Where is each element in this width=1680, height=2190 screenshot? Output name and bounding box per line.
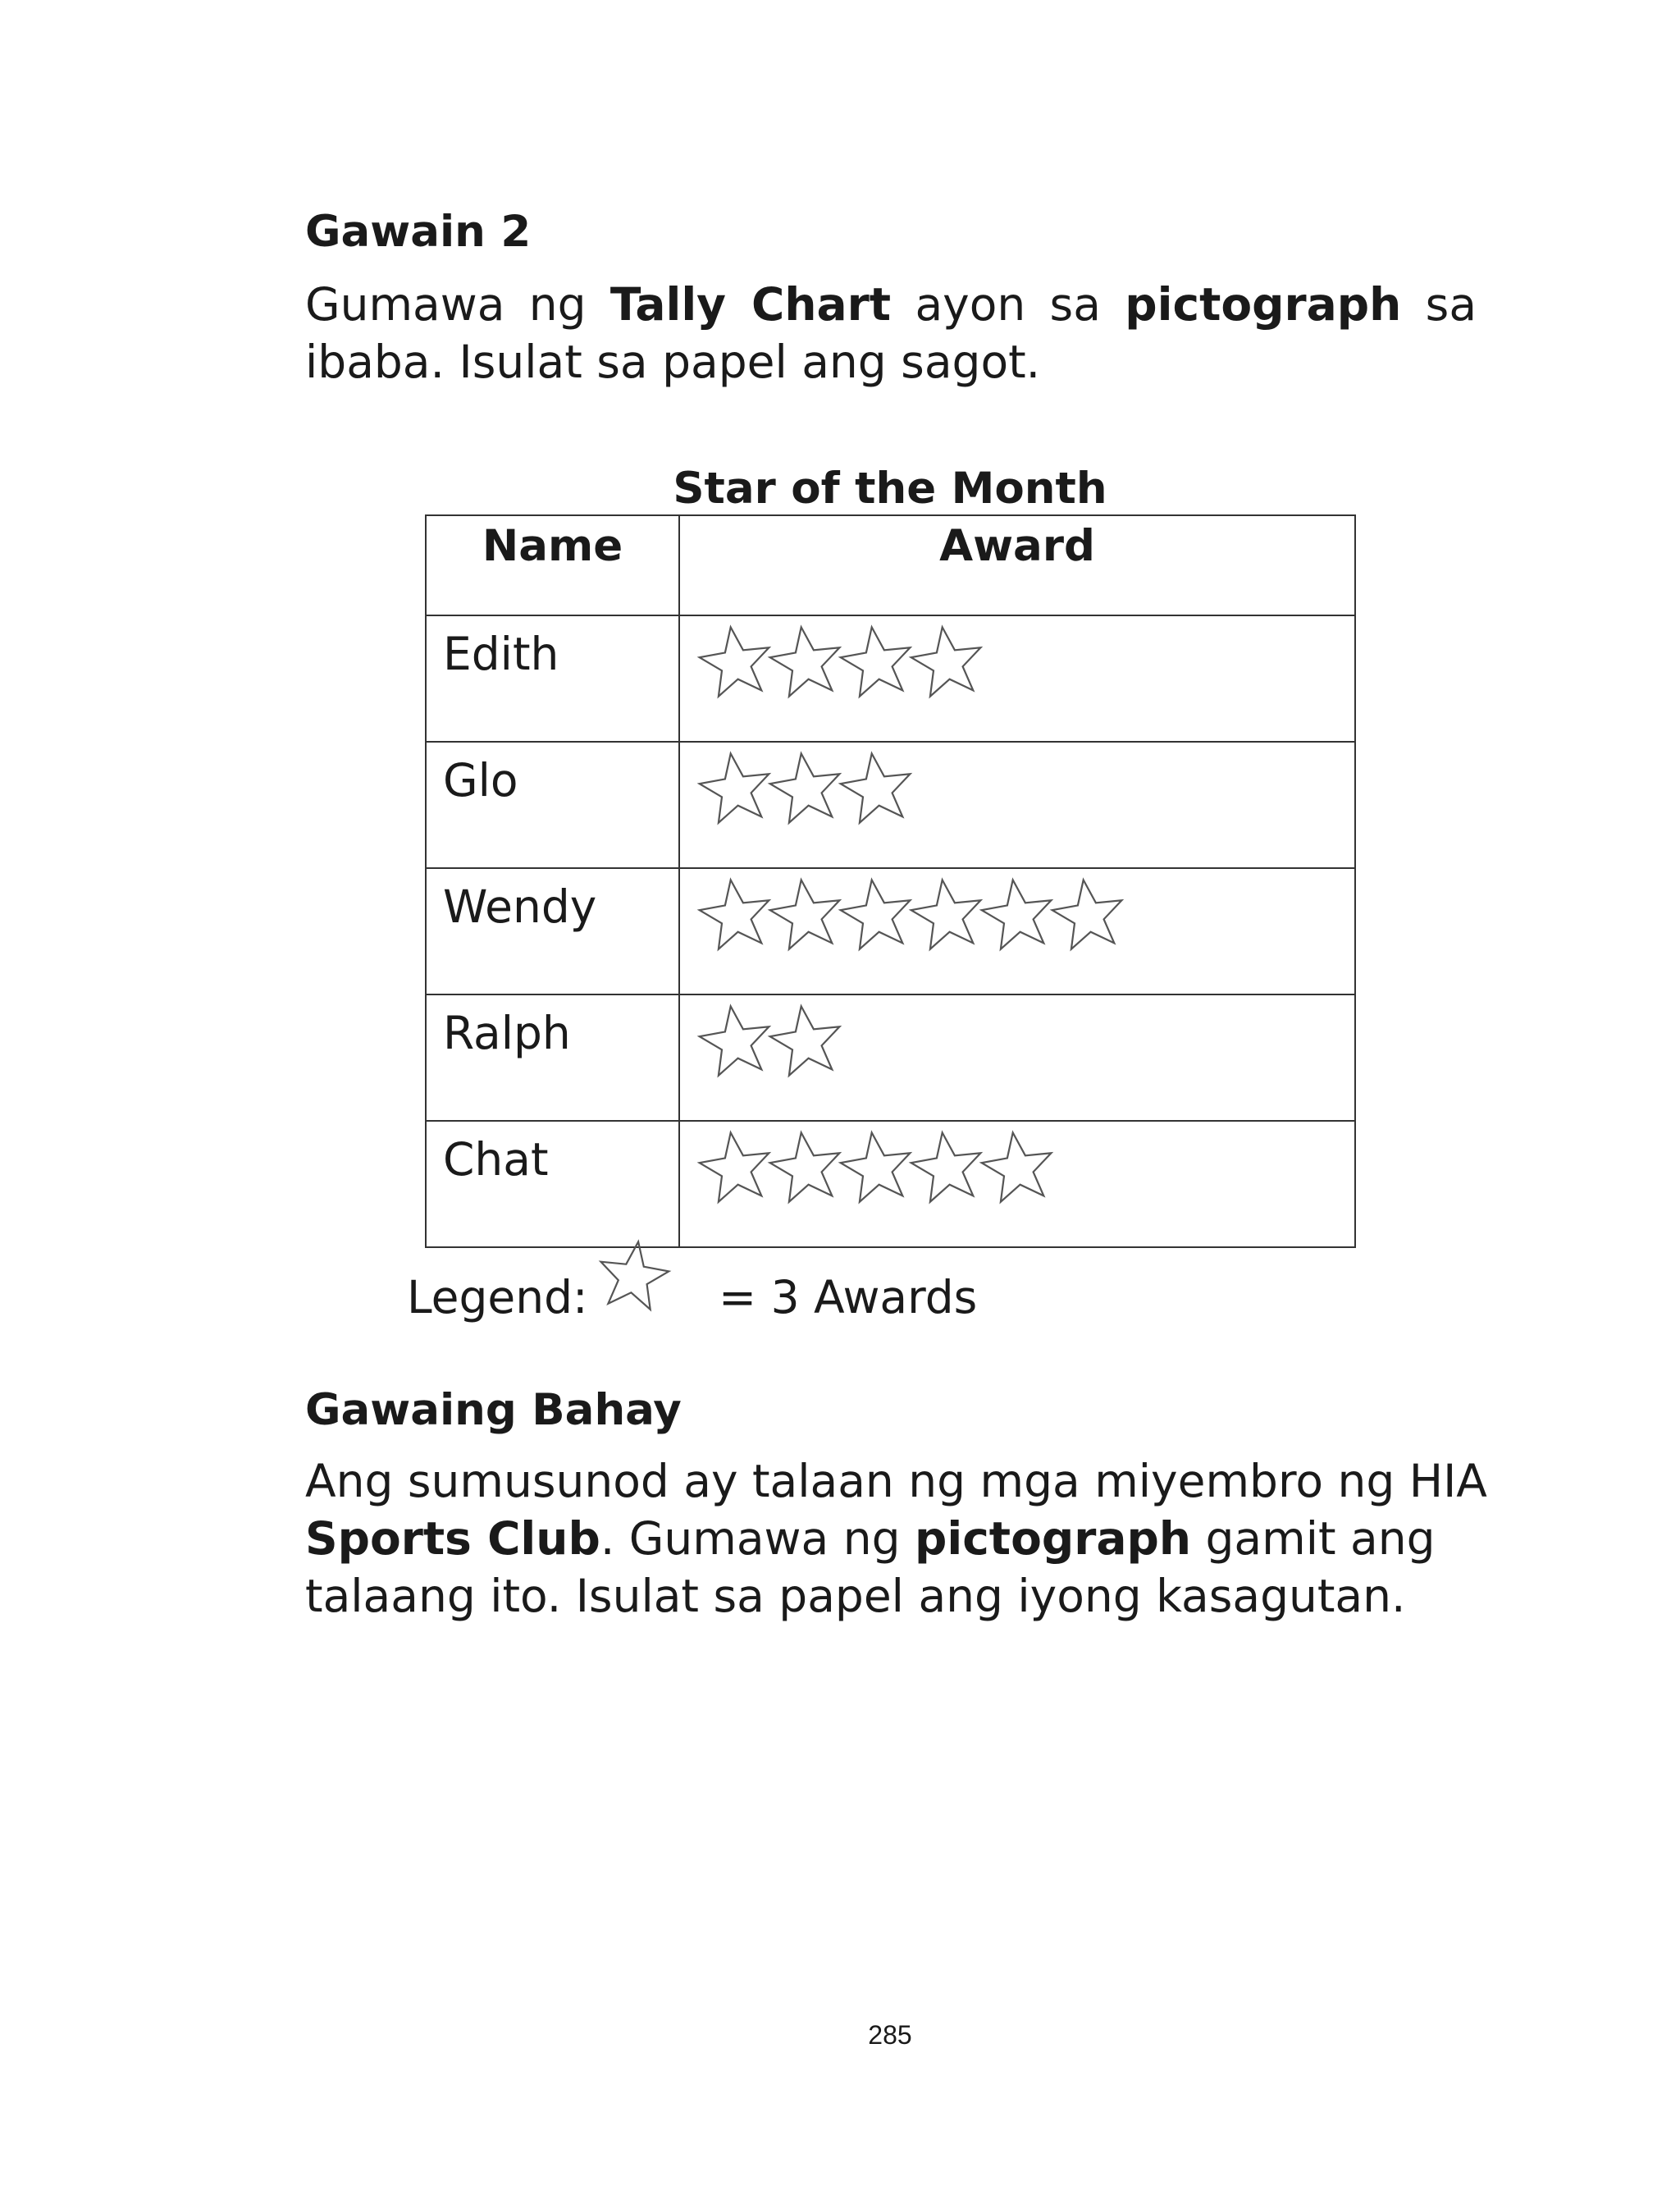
table-row: [426, 1121, 1355, 1247]
star-icon: [770, 1006, 840, 1075]
star-icon: [770, 1132, 840, 1201]
instructions-text: ayon sa: [891, 278, 1125, 331]
row-awards: [679, 1121, 1355, 1247]
row-awards: [679, 615, 1355, 742]
instructions-bold-pictograph: pictograph: [914, 1512, 1192, 1565]
star-icon: [1052, 880, 1122, 949]
instructions-text: . Gumawa ng: [600, 1512, 915, 1565]
instructions-bold-sports-club: Sports Club: [305, 1512, 600, 1565]
header-award: Award: [679, 515, 1355, 615]
chart-title: Star of the Month: [673, 464, 1107, 514]
star-icon: [911, 1132, 981, 1201]
instructions-text: gamit ang talaang ito. Isulat sa papel ang iyong kasagutan.: [305, 1512, 1436, 1622]
star-row: [696, 1128, 1082, 1210]
row-name: Ralph: [426, 994, 679, 1121]
star-row: [696, 876, 1153, 958]
star-icon: [770, 753, 840, 822]
row-name: Edith: [426, 615, 679, 742]
star-icon: [911, 627, 981, 696]
instructions-bold-tally-chart: Tally Chart: [609, 278, 892, 331]
homework-instructions: [305, 1452, 1495, 1625]
star-icon: [982, 880, 1052, 949]
activity-instructions: [305, 276, 1477, 391]
star-icon: [841, 1132, 911, 1201]
star-icon: [841, 627, 911, 696]
star-icon: [770, 627, 840, 696]
star-icon: [911, 880, 981, 949]
instructions-text: Ang sumusunod ay talaan ng mga miyembro ng HIA: [305, 1455, 1487, 1507]
instructions-text: sa ibaba. Isulat sa papel ang sagot.: [305, 278, 1477, 388]
legend-label: Legend:: [407, 1271, 588, 1324]
table-row: [426, 615, 1355, 742]
activity-heading: Gawain 2: [305, 207, 532, 257]
star-row: [696, 1002, 870, 1084]
row-name: Glo: [426, 742, 679, 868]
row-awards: [679, 868, 1355, 994]
instructions-text: Gumawa ng: [305, 278, 610, 331]
page-number: 285: [868, 2020, 912, 2050]
table-row: [426, 742, 1355, 868]
star-icon: [700, 1132, 769, 1201]
legend-star-icon: [592, 1235, 674, 1317]
table-row: [426, 868, 1355, 994]
header-name: Name: [426, 515, 679, 615]
legend-value: = 3 Awards: [719, 1271, 978, 1324]
homework-heading: Gawaing Bahay: [305, 1385, 682, 1435]
star-icon: [770, 880, 840, 949]
star-icon: [700, 753, 769, 822]
star-icon: [841, 753, 911, 822]
instructions-bold-pictograph: pictograph: [1125, 278, 1402, 331]
table-row: [426, 994, 1355, 1121]
star-icon: [841, 880, 911, 949]
star-icon: [700, 627, 769, 696]
pictograph-table: [425, 514, 1356, 1248]
row-awards: [679, 742, 1355, 868]
star-icon: [700, 1006, 769, 1075]
star-row: [696, 749, 941, 831]
row-name: Chat: [426, 1121, 679, 1247]
star-icon: [982, 1132, 1052, 1201]
table-header-row: [426, 515, 1355, 615]
row-awards: [679, 994, 1355, 1121]
star-icon: [601, 1241, 669, 1309]
star-icon: [700, 880, 769, 949]
star-row: [696, 623, 1011, 705]
row-name: Wendy: [426, 868, 679, 994]
